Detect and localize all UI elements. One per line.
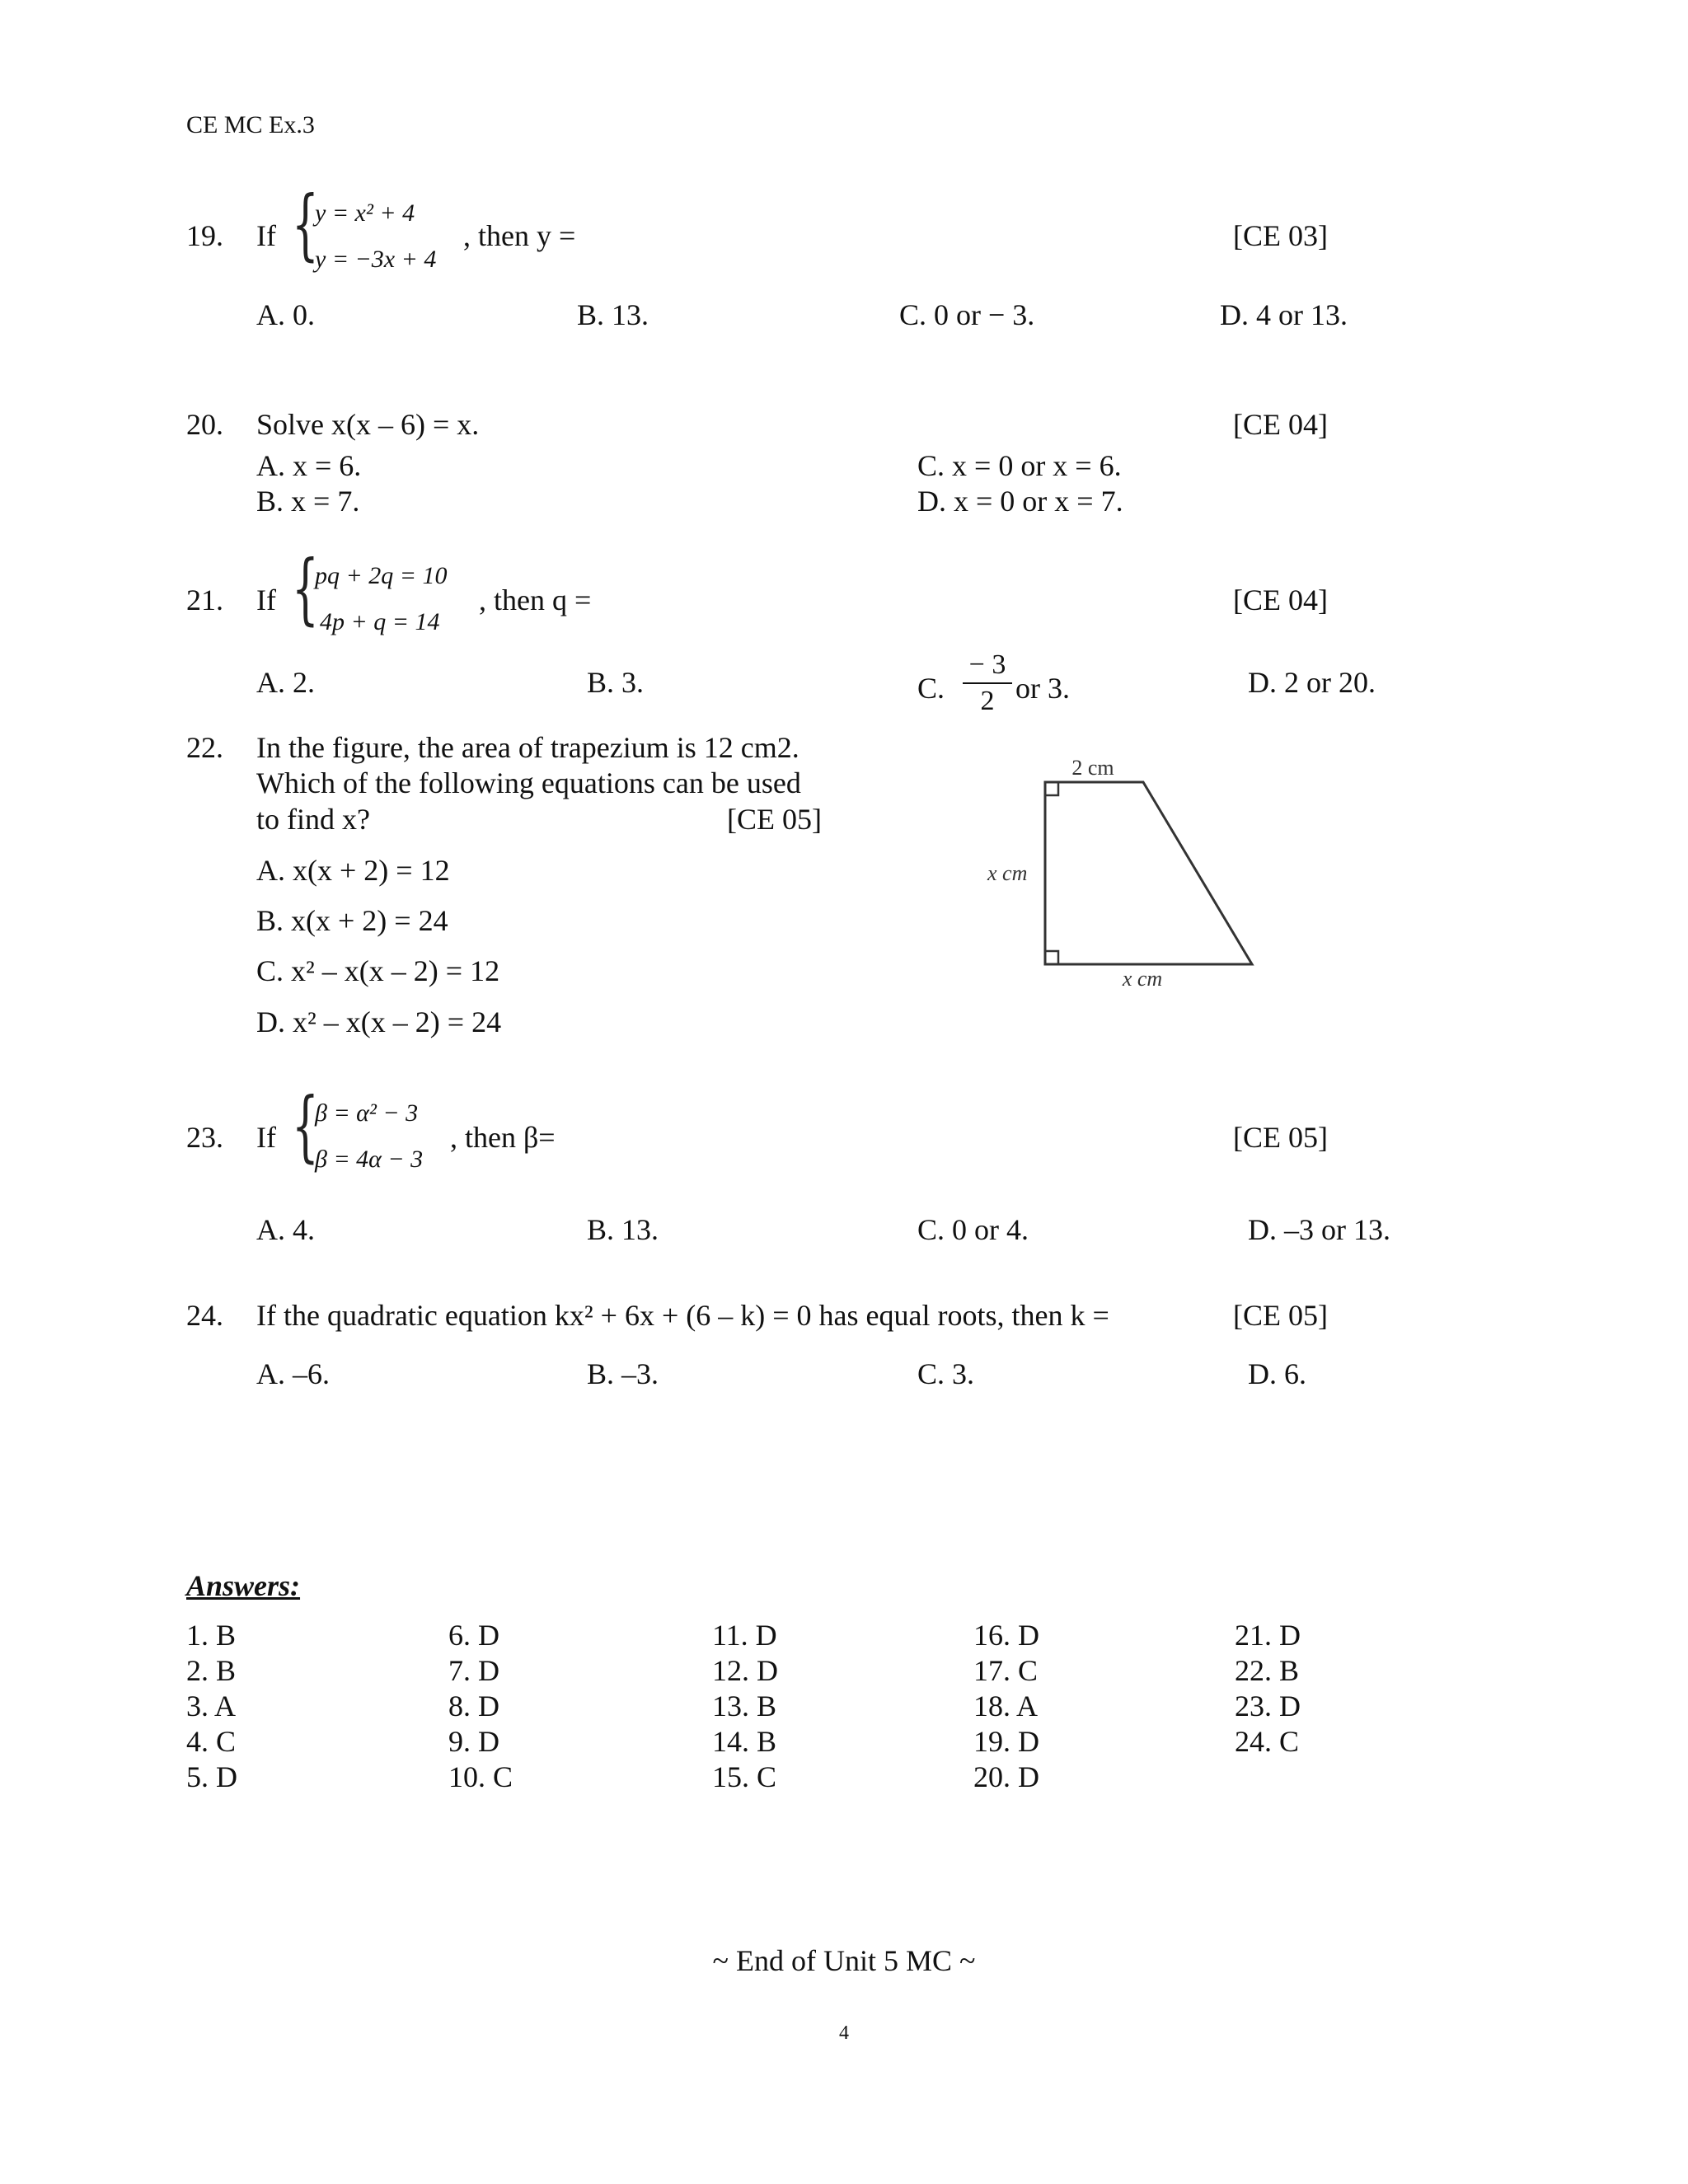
q23-brace: {	[292, 1081, 319, 1171]
q20-number: 20.	[186, 408, 223, 441]
q22-option-a: A. x(x + 2) = 12	[256, 854, 450, 887]
q21-option-c-tail: or 3.	[1015, 672, 1070, 705]
q21-if: If	[256, 583, 276, 616]
figure-label-top: 2 cm	[1071, 756, 1114, 780]
q21-source: [CE 04]	[1233, 583, 1328, 616]
q19-option-c: C. 0 or − 3.	[899, 298, 1035, 331]
q19-brace: {	[292, 180, 319, 269]
answer-item: 19. D	[973, 1725, 1039, 1758]
answer-item: 5. D	[186, 1760, 237, 1793]
q23-then: , then β=	[450, 1121, 556, 1154]
q21-option-c: C.	[917, 672, 945, 705]
q24-option-a: A. –6.	[256, 1357, 330, 1390]
figure-label-bottom: x cm	[1122, 967, 1163, 989]
q20-option-a: A. x = 6.	[256, 449, 362, 482]
q23-option-b: B. 13.	[587, 1213, 659, 1246]
q22-option-c: C. x² – x(x – 2) = 12	[256, 954, 500, 987]
answer-item: 14. B	[712, 1725, 777, 1758]
q22-stem-line-3: to find x?	[256, 803, 370, 836]
q20-option-c: C. x = 0 or x = 6.	[917, 449, 1122, 482]
q23-number: 23.	[186, 1121, 223, 1154]
answer-item: 10. C	[448, 1760, 513, 1793]
q21-number: 21.	[186, 583, 223, 616]
q23-equation-2: β = 4α − 3	[315, 1146, 424, 1173]
answer-item: 22. B	[1235, 1654, 1300, 1687]
q20-stem: Solve x(x – 6) = x.	[256, 408, 480, 441]
q23-source: [CE 05]	[1233, 1121, 1328, 1154]
q20-option-d: D. x = 0 or x = 7.	[917, 485, 1123, 518]
q19-equation-1: y = x² + 4	[315, 199, 415, 227]
answer-item: 9. D	[448, 1725, 499, 1758]
q24-option-b: B. –3.	[587, 1357, 659, 1390]
q19-option-d: D. 4 or 13.	[1220, 298, 1348, 331]
answer-item: 16. D	[973, 1619, 1039, 1652]
q21-option-d: D. 2 or 20.	[1248, 666, 1376, 699]
q21-option-b: B. 3.	[587, 666, 645, 699]
trapezium-shape	[1045, 782, 1252, 964]
q21-equation-1: pq + 2q = 10	[315, 562, 448, 589]
answer-item: 11. D	[712, 1619, 777, 1652]
q19-equation-2: y = −3x + 4	[315, 246, 437, 273]
q22-stem-line-2: Which of the following equations can be used	[256, 766, 801, 799]
answer-item: 13. B	[712, 1690, 777, 1722]
q24-stem: If the quadratic equation kx² + 6x + (6 – k) = 0 has equal roots, then k =	[256, 1299, 1109, 1332]
q23-if: If	[256, 1121, 276, 1154]
q23-equation-1: β = α² − 3	[315, 1099, 419, 1127]
page-number: 4	[839, 2022, 849, 2044]
q24-option-c: C. 3.	[917, 1357, 975, 1390]
answer-item: 3. A	[186, 1690, 237, 1722]
q20-option-b: B. x = 7.	[256, 485, 360, 518]
right-angle-mark-bottom	[1045, 951, 1058, 964]
q22-option-b: B. x(x + 2) = 24	[256, 904, 448, 937]
answer-item: 4. C	[186, 1725, 237, 1758]
fraction-numerator: − 3	[963, 651, 1012, 684]
fraction-denominator: 2	[980, 686, 995, 716]
q22-source: [CE 05]	[727, 803, 822, 836]
figure-label-left: x cm	[987, 861, 1028, 885]
q22-number: 22.	[186, 731, 223, 764]
answer-item: 18. A	[973, 1690, 1039, 1722]
q21-option-a: A. 2.	[256, 666, 315, 699]
answers-heading: Answers:	[186, 1569, 301, 1602]
q19-option-b: B. 13.	[577, 298, 649, 331]
q22-option-d: D. x² – x(x – 2) = 24	[256, 1005, 502, 1038]
q24-source: [CE 05]	[1233, 1299, 1328, 1332]
q21-option-c-fraction	[963, 651, 1012, 715]
q23-option-a: A. 4.	[256, 1213, 315, 1246]
q23-option-c: C. 0 or 4.	[917, 1213, 1029, 1246]
q23-option-d: D. –3 or 13.	[1248, 1213, 1390, 1246]
page-header: CE MC Ex.3	[186, 111, 315, 138]
answer-item: 21. D	[1235, 1619, 1301, 1652]
q21-then: , then q =	[479, 583, 592, 616]
answer-item: 15. C	[712, 1760, 777, 1793]
q19-source: [CE 03]	[1233, 219, 1328, 252]
q21-equation-2: 4p + q = 14	[320, 608, 440, 635]
q19-then: , then y =	[463, 219, 576, 252]
answer-item: 17. C	[973, 1654, 1039, 1687]
answer-item: 7. D	[448, 1654, 499, 1687]
q20-source: [CE 04]	[1233, 408, 1328, 441]
q24-option-d: D. 6.	[1248, 1357, 1306, 1390]
q19-if: If	[256, 219, 276, 252]
answer-item: 12. D	[712, 1654, 778, 1687]
answer-item: 8. D	[448, 1690, 499, 1722]
q21-brace: {	[292, 544, 319, 634]
end-of-unit-text: ~ End of Unit 5 MC ~	[712, 1944, 976, 1977]
trapezium-figure	[964, 742, 1294, 989]
answer-item: 20. D	[973, 1760, 1039, 1793]
q19-number: 19.	[186, 219, 223, 252]
answer-item: 2. B	[186, 1654, 237, 1687]
q19-option-a: A. 0.	[256, 298, 315, 331]
answer-item: 6. D	[448, 1619, 499, 1652]
answer-item: 23. D	[1235, 1690, 1301, 1722]
answer-item: 24. C	[1235, 1725, 1300, 1758]
answer-item: 1. B	[186, 1619, 237, 1652]
right-angle-mark-top	[1045, 782, 1058, 795]
q24-number: 24.	[186, 1299, 223, 1332]
q22-stem-line-1: In the figure, the area of trapezium is 12 cm2.	[256, 731, 799, 764]
